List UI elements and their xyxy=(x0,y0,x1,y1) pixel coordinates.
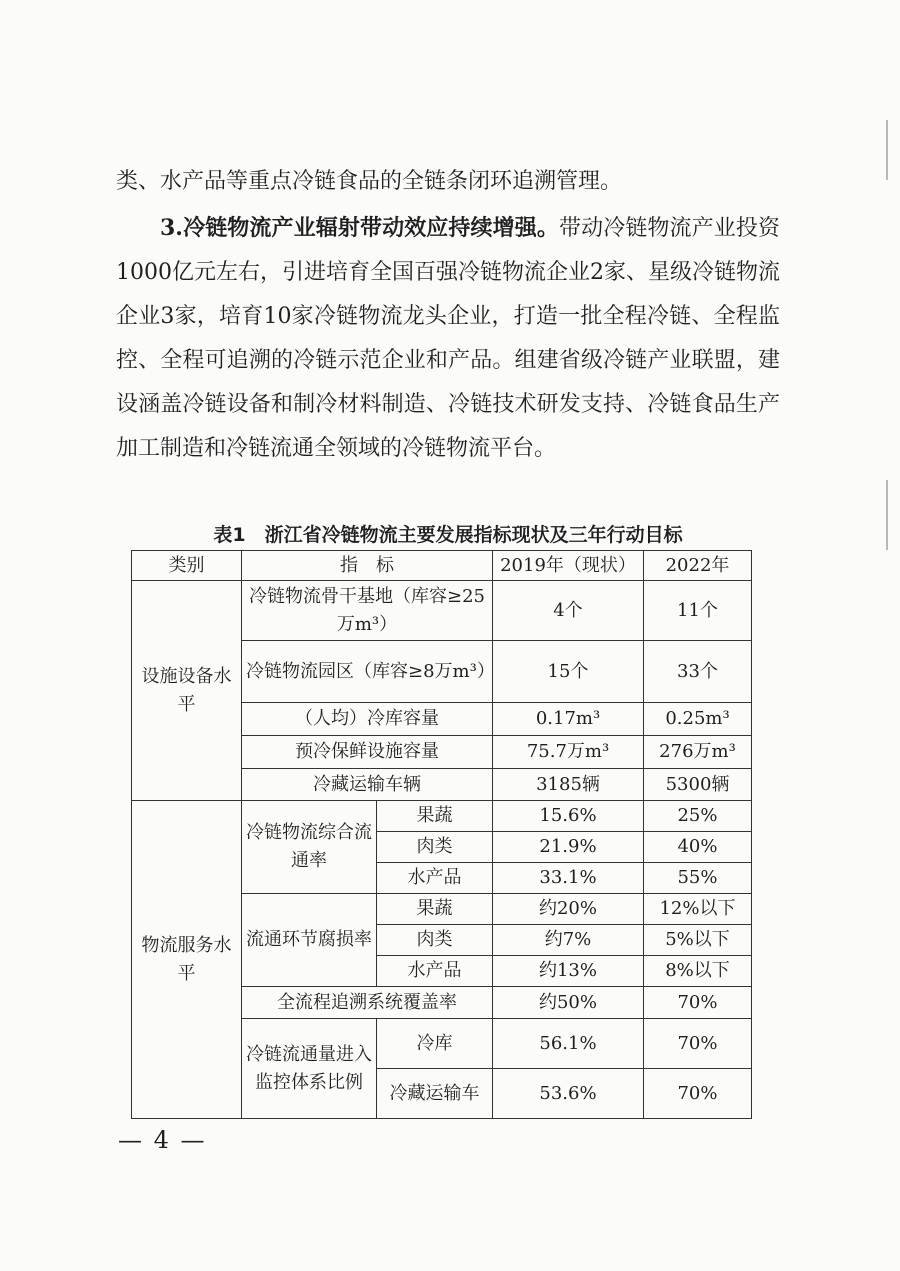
sub-indicator: 果蔬 xyxy=(377,801,493,832)
group-loss-rate: 流通环节腐损率 xyxy=(242,894,377,987)
scan-edge-mark xyxy=(886,480,888,550)
value-2022: 0.25m³ xyxy=(644,703,752,736)
table-header-row xyxy=(132,551,752,581)
value-2022: 70% xyxy=(644,987,752,1019)
indicator-cell: 预冷保鲜设施容量 xyxy=(242,736,493,769)
section-3-body: 带动冷链物流产业投资1000亿元左右，引进培育全国百强冷链物流企业2家、星级冷链物流企业3家，培育10家冷链物流龙头企业，打造一批全程冷链、全程监控、全程可追溯的冷链示范企业和产品。组建省级冷链产业联盟，建设涵盖冷链设备和制冷材料制造、冷链技术研发支持、冷链食品生产加工制造和冷链流通全领域的冷链物流平台。 xyxy=(116,216,780,461)
value-2022: 12%以下 xyxy=(644,894,752,925)
paragraph-continuation: 类、水产品等重点冷链食品的全链条闭环追溯管理。 xyxy=(116,169,623,194)
sub-indicator: 水产品 xyxy=(377,956,493,987)
value-2019: 约50% xyxy=(493,987,644,1019)
paragraph-section-3 xyxy=(116,206,780,471)
value-2022: 40% xyxy=(644,832,752,863)
page-number: — 4 — xyxy=(118,1126,207,1154)
value-2022: 70% xyxy=(644,1069,752,1119)
scan-edge-mark xyxy=(886,120,888,180)
sub-indicator: 冷藏运输车 xyxy=(377,1069,493,1119)
group-circulation-rate: 冷链物流综合流通率 xyxy=(242,801,377,894)
category-facility: 设施设备水平 xyxy=(132,581,242,801)
value-2022: 276万m³ xyxy=(644,736,752,769)
value-2019: 约20% xyxy=(493,894,644,925)
group-monitor-ratio: 冷链流通量进入监控体系比例 xyxy=(242,1019,377,1119)
header-category: 类别 xyxy=(132,551,242,581)
sub-indicator: 水产品 xyxy=(377,863,493,894)
value-2019: 21.9% xyxy=(493,832,644,863)
table-row xyxy=(132,801,752,832)
indicator-cell: 冷链物流骨干基地（库容≥25万m³） xyxy=(242,581,493,641)
value-2019: 15.6% xyxy=(493,801,644,832)
sub-indicator: 肉类 xyxy=(377,832,493,863)
category-service: 物流服务水平 xyxy=(132,801,242,1119)
sub-indicator: 冷库 xyxy=(377,1019,493,1069)
value-2022: 55% xyxy=(644,863,752,894)
value-2019: 53.6% xyxy=(493,1069,644,1119)
value-2019: 约13% xyxy=(493,956,644,987)
value-2022: 11个 xyxy=(644,581,752,641)
value-2019: 33.1% xyxy=(493,863,644,894)
value-2019: 56.1% xyxy=(493,1019,644,1069)
value-2019: 约7% xyxy=(493,925,644,956)
value-2019: 75.7万m³ xyxy=(493,736,644,769)
value-2022: 70% xyxy=(644,1019,752,1069)
value-2019: 3185辆 xyxy=(493,769,644,801)
section-heading-3: 3.冷链物流产业辐射带动效应持续增强。 xyxy=(160,215,559,241)
indicator-table xyxy=(131,550,752,1119)
value-2022: 25% xyxy=(644,801,752,832)
value-2019: 0.17m³ xyxy=(493,703,644,736)
sub-indicator: 肉类 xyxy=(377,925,493,956)
value-2022: 5%以下 xyxy=(644,925,752,956)
value-2022: 33个 xyxy=(644,641,752,703)
sub-indicator: 果蔬 xyxy=(377,894,493,925)
header-2022: 2022年 xyxy=(644,551,752,581)
indicator-cell: 全流程追溯系统覆盖率 xyxy=(242,987,493,1019)
indicator-cell: 冷藏运输车辆 xyxy=(242,769,493,801)
value-2022: 8%以下 xyxy=(644,956,752,987)
value-2019: 4个 xyxy=(493,581,644,641)
table-row xyxy=(132,581,752,641)
value-2022: 5300辆 xyxy=(644,769,752,801)
header-indicator: 指 标 xyxy=(242,551,493,581)
table-caption: 表1 浙江省冷链物流主要发展指标现状及三年行动目标 xyxy=(213,524,683,546)
indicator-cell: （人均）冷库容量 xyxy=(242,703,493,736)
indicator-cell: 冷链物流园区（库容≥8万m³） xyxy=(242,641,493,703)
value-2019: 15个 xyxy=(493,641,644,703)
header-2019: 2019年（现状） xyxy=(493,551,644,581)
